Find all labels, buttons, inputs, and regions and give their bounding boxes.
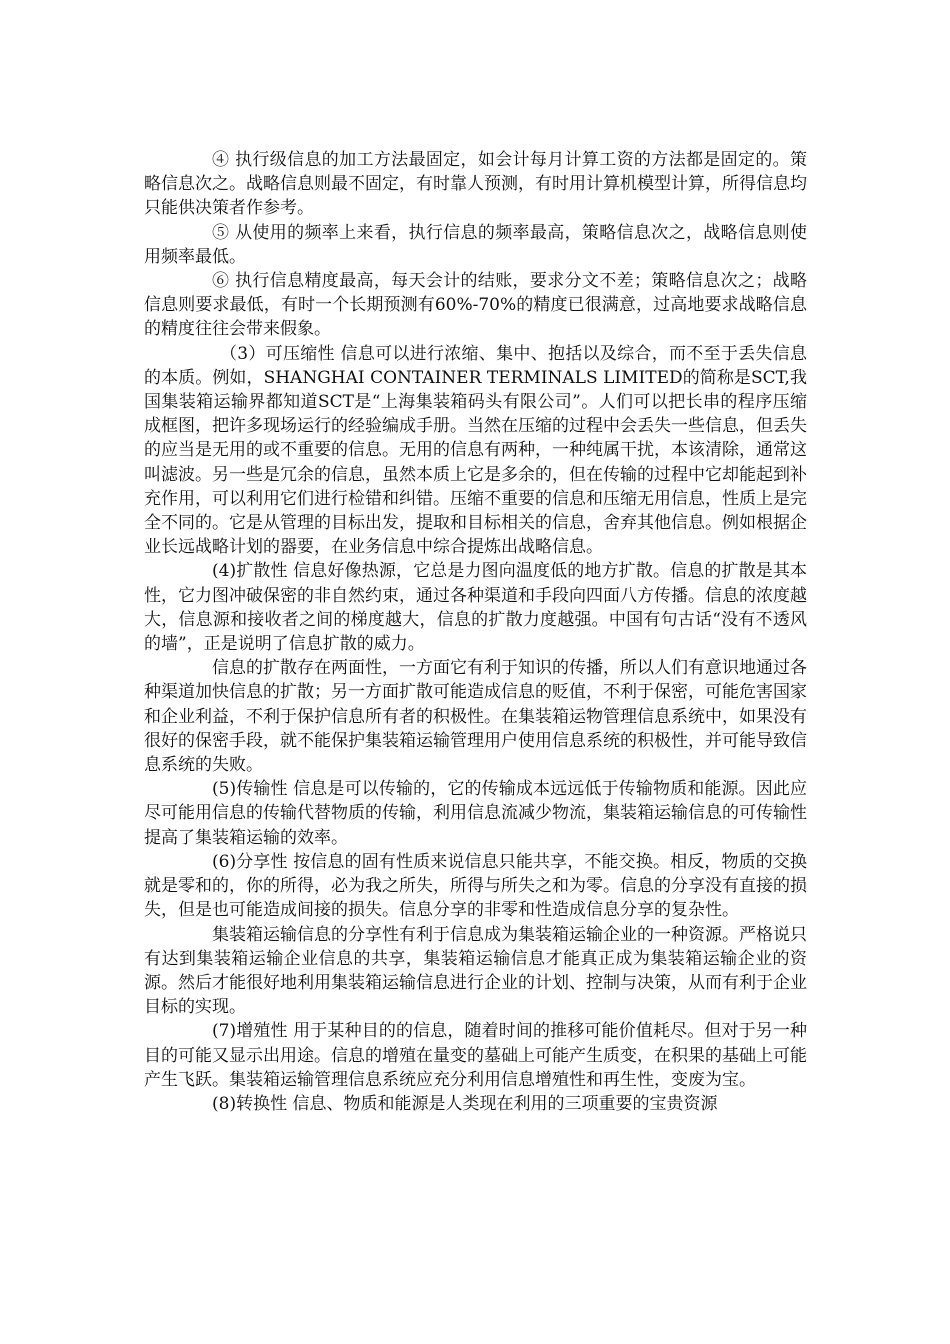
paragraph-precision — [144, 269, 807, 342]
paragraph-lead: (8)转换性 — [212, 1093, 288, 1114]
paragraph-sharing — [144, 850, 807, 923]
paragraph-text: 从使用的频率上来看，执行信息的频率最高，策略信息次之，战略信息则使用频率最低。 — [144, 222, 808, 267]
paragraph-lead: （3）可压缩性 — [220, 343, 335, 364]
paragraph-text: 执行级信息的加工方法最固定，如会计每月计算工资的方法都是固定的。策略信息次之。战略信息则最不固定，有时靠人预测，有时用计算机模型计算，所得信息均只能供决策者作参考。 — [144, 150, 808, 219]
paragraph-diffusion-two-sides — [144, 656, 807, 777]
paragraph-usage-frequency — [144, 221, 807, 269]
paragraph-conversion — [144, 1092, 807, 1116]
paragraph-text: 信息、物质和能源是人类现在利用的三项重要的宝贵资源 — [292, 1093, 718, 1114]
paragraph-lead: (7)增殖性 — [212, 1021, 288, 1042]
document-page — [144, 148, 807, 1116]
paragraph-sharing-resource — [144, 923, 807, 1020]
paragraph-text: 信息好像热源，它总是力图向温度低的地方扩散。信息的扩散是其本性，它力图冲破保密的非自然约束，通过各种渠道和手段向四面八方传播。信息的浓度越大，信息源和接收者之间的梯度越大，信息的扩散力度越强。中国有句古话“没有不透风的墙”，正是说明了信息扩散的威力。 — [144, 561, 808, 655]
paragraph-text: 按信息的固有性质来说信息只能共享，不能交换。相反，物质的交换就是零和的，你的所得，必为我之所失，所得与所失之和为零。信息的分享没有直接的损失，但是也可能造成间接的损失。信息分享的非零和性造成信息分享的复杂性。 — [144, 851, 808, 921]
paragraph-compressibility — [144, 342, 807, 560]
paragraph-lead: ④ — [212, 150, 230, 170]
paragraph-transmission — [144, 777, 807, 850]
paragraph-lead: ⑤ — [212, 222, 230, 243]
paragraph-lead: (6)分享性 — [212, 851, 288, 872]
paragraph-lead: (4)扩散性 — [212, 561, 288, 582]
paragraph-proliferation — [144, 1019, 807, 1092]
paragraph-execution-method — [144, 148, 807, 221]
paragraph-text: 信息是可以传输的，它的传输成本远远低于传输物质和能源。因此应尽可能用信息的传输代替物质的传输，利用信息流减少物流，集装箱运输信息的可传输性提高了集装箱运输的效率。 — [144, 779, 808, 848]
paragraph-lead: ⑥ — [212, 271, 230, 292]
paragraph-lead: (5)传输性 — [212, 779, 288, 800]
paragraph-text: 信息可以进行浓缩、集中、抱括以及综合，而不至于丢失信息的本质。例如，SHANGHAI CONTAINER TERMINALS LIMITED的简称是SCT,我国集装箱运输界都知道SCT是“上海集装箱码头有限公司”。人们可以把长串的程序压缩成框图，把许多现场运行的经验编成手册。当然在压缩的过程中会丢失一些信息，但丢失的应当是无用的或不重要的信息。无用的信息有两种，一种纯属干扰，本该清除，通常这叫滤波。另一些是冗余的信息，虽然本质上它是多余的，但在传输的过程中它却能起到补充作用，可以利用它们进行检错和纠错。压缩不重要的信息和压缩无用信息，性质上是完全不同的。它是从管理的目标出发，提取和目标相关的信息，舍弃其他信息。例如根据企业长远战略计划的器要，在业务信息中综合提炼出战略信息。 — [144, 343, 807, 558]
paragraph-text: 用于某种目的的信息，随着时间的推移可能价值耗尽。但对于另一种目的可能又显示出用途。信息的增殖在量变的墓础上可能产生质变，在积果的基础上可能产生飞跃。集装箱运输管理信息系统应充分利用信息增殖性和再生性，变废为宝。 — [144, 1021, 808, 1090]
paragraph-text: 执行信息精度最高，每天会计的结账，要求分文不差；策略信息次之；战略信息则要求最低，有时一个长期预测有60%-70%的精度已很满意，过高地要求战略信息的精度往往会带来假象。 — [144, 271, 808, 340]
paragraph-diffusion — [144, 559, 807, 656]
paragraph-text: 集装箱运输信息的分享性有利于信息成为集装箱运输企业的一种资源。严格说只有达到集装箱运输企业信息的共享，集装箱运输信息才能真正成为集装箱运输企业的资源。然后才能很好地利用集装箱运输信息进行企业的计划、控制与决策，从而有利于企业目标的实现。 — [144, 924, 807, 1018]
paragraph-text: 信息的扩散存在两面性，一方面它有利于知识的传播，所以人们有意识地通过各种渠道加快信息的扩散；另一方面扩散可能造成信息的贬值，不利于保密，可能危害国家和企业利益，不利于保护信息所有者的积极性。在集装箱运物管理信息系统中，如果没有很好的保密手段，就不能保护集装箱运输管理用户使用信息系统的积极性，并可能导致信息系统的失败。 — [144, 658, 807, 776]
